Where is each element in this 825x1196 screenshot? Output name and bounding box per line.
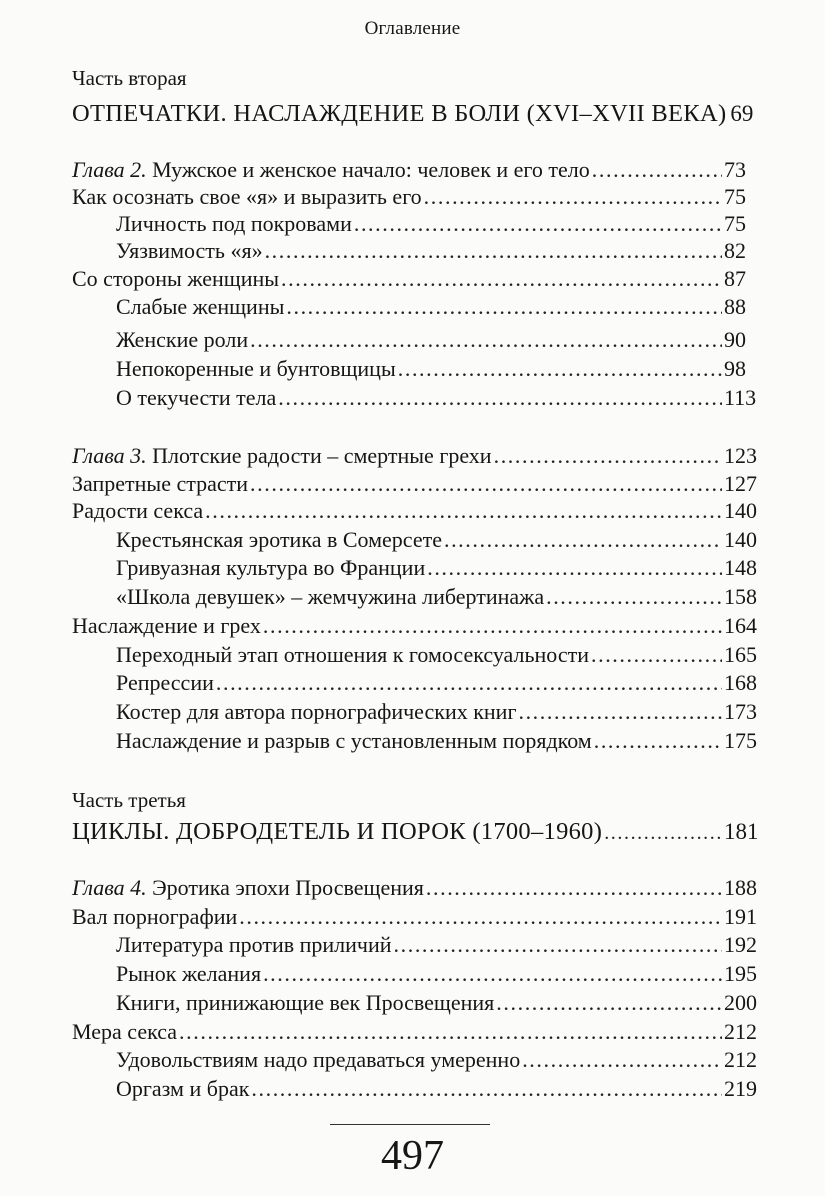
subsection-entry: [116, 961, 757, 991]
subsection-entry: [116, 699, 757, 729]
section-title: Как осознать свое «я» и выразить его: [72, 184, 422, 209]
subsection-entry: [116, 932, 757, 962]
subsection-entry: [116, 385, 757, 415]
leader-dots: [496, 990, 722, 1016]
leader-dots: [518, 699, 722, 725]
leader-dots: [354, 211, 722, 237]
leader-dots: [286, 294, 722, 320]
subsection-entry: [116, 670, 757, 700]
leader-dots: [179, 1019, 722, 1045]
chapter-title: Плотские радости – смертные грехи: [152, 443, 492, 468]
subsection-title: Оргазм и брак: [116, 1076, 250, 1101]
section-title: Радости секса: [72, 498, 204, 523]
page-ref: 90: [724, 327, 746, 352]
subsection-title: Слабые женщины: [116, 294, 285, 319]
subsection-title: Литература против приличий: [116, 932, 392, 957]
page-ref: 73: [724, 157, 746, 182]
subsection-title: Непокоренные и бунтовщицы: [116, 356, 396, 381]
part-entry: [72, 818, 759, 852]
subsection-title: Рынок желания: [116, 961, 262, 986]
page-ref: 191: [724, 904, 757, 929]
subsection-entry: [116, 238, 744, 268]
subsection-title: «Школа девушек» – жемчужина либертинажа: [116, 584, 545, 609]
subsection-title: Гривуазная культура во Франции: [116, 555, 426, 580]
chapter-number: Глава 2.: [72, 157, 147, 182]
subsection-entry: [116, 211, 744, 241]
page-ref: 192: [724, 932, 757, 957]
section-title: Наслаждение и грех: [72, 613, 261, 638]
subsection-entry: [116, 1047, 757, 1077]
chapter-number: Глава 3.: [72, 443, 147, 468]
page-ref: 113: [724, 385, 757, 410]
section-entry: [72, 471, 757, 501]
section-title: Запретные страсти: [72, 471, 249, 496]
running-header: Оглавление: [364, 18, 461, 39]
page-ref: 173: [724, 699, 757, 724]
leader-dots: [546, 584, 722, 610]
part-label: Часть вторая: [72, 66, 187, 90]
page-ref: 69: [730, 101, 754, 126]
chapter-entry: [72, 157, 744, 187]
page-ref: 195: [724, 961, 757, 986]
page-ref: 148: [724, 555, 757, 580]
page-ref: 158: [724, 584, 757, 609]
page-ref: 123: [724, 443, 757, 468]
page-ref: 164: [724, 613, 757, 638]
page-ref: 140: [724, 527, 757, 552]
leader-dots: [427, 555, 722, 581]
part-title: ОТПЕЧАТКИ. НАСЛАЖДЕНИЕ В БОЛИ (XVI–XVII ВЕКА): [72, 100, 727, 127]
leader-dots: [278, 385, 722, 411]
page-ref: 87: [724, 266, 746, 291]
subsection-entry: [116, 584, 757, 614]
section-entry: [72, 904, 757, 934]
section-entry: [72, 498, 757, 528]
subsection-title: Костер для автора порнографических книг: [116, 699, 517, 724]
leader-dots: [250, 327, 722, 353]
leader-dots: [394, 932, 722, 958]
subsection-title: Женские роли: [116, 327, 249, 352]
leader-dots: [424, 184, 722, 210]
leader-dots: [265, 238, 722, 264]
leader-dots: [426, 875, 722, 901]
subsection-entry: [116, 1076, 757, 1106]
leader-dots: [205, 498, 722, 524]
page-ref: 82: [724, 238, 746, 263]
section-title: Вал порнографии: [72, 904, 238, 929]
leader-dots: [263, 613, 722, 639]
leader-dots: [604, 822, 722, 845]
leader-dots: [239, 904, 722, 930]
page-ref: 219: [724, 1076, 757, 1101]
leader-dots: [250, 471, 722, 497]
page-ref: 175: [724, 728, 757, 753]
page-ref: 127: [724, 471, 757, 496]
chapter-title: Эротика эпохи Просвещения: [152, 875, 424, 900]
page-ref: 140: [724, 498, 757, 523]
page-ref: 98: [724, 356, 746, 381]
part-title: ЦИКЛЫ. ДОБРОДЕТЕЛЬ И ПОРОК (1700–1960): [72, 818, 603, 845]
part-label: Часть третья: [72, 788, 186, 812]
leader-dots: [591, 642, 722, 668]
page-ref: 165: [724, 642, 757, 667]
subsection-title: О текучести тела: [116, 385, 277, 410]
page-ref: 212: [724, 1019, 757, 1044]
chapter-title: Мужское и женское начало: человек и его тело: [152, 157, 590, 182]
leader-dots: [216, 670, 722, 696]
subsection-entry: [116, 555, 757, 585]
section-entry: [72, 266, 744, 296]
footer-rule: [330, 1124, 490, 1125]
leader-dots: [251, 1076, 722, 1102]
chapter-entry: [72, 875, 757, 905]
section-title: Мера секса: [72, 1019, 178, 1044]
leader-dots: [281, 266, 722, 292]
page-ref: 181: [724, 819, 759, 844]
subsection-entry: [116, 527, 757, 557]
subsection-title: Личность под покровами: [116, 211, 352, 236]
page-ref: 75: [724, 211, 746, 236]
subsection-entry: [116, 990, 757, 1020]
subsection-entry: [116, 642, 757, 672]
leader-dots: [494, 443, 722, 469]
section-entry: [72, 1019, 757, 1049]
page-ref: 188: [724, 875, 757, 900]
subsection-title: Удовольствиям надо предаваться умеренно: [116, 1047, 521, 1072]
leader-dots: [592, 157, 722, 183]
chapter-number: Глава 4.: [72, 875, 147, 900]
subsection-title: Переходный этап отношения к гомосексуальности: [116, 642, 589, 667]
page-ref: 212: [724, 1047, 757, 1072]
section-title: Со стороны женщины: [72, 266, 280, 291]
page-ref: 88: [724, 294, 746, 319]
part-entry: [72, 100, 754, 134]
section-entry: [72, 184, 744, 214]
subsection-title: Наслаждение и разрыв с установленным порядком: [116, 728, 592, 753]
subsection-title: Книги, принижающие век Просвещения: [116, 990, 495, 1015]
subsection-entry: [116, 327, 744, 357]
subsection-entry: [116, 356, 744, 386]
section-entry: [72, 613, 757, 643]
leader-dots: [444, 527, 722, 553]
subsection-entry: [116, 728, 757, 758]
leader-dots: [263, 961, 722, 987]
leader-dots: [522, 1047, 722, 1073]
page-ref: 168: [724, 670, 757, 695]
page-ref: 200: [724, 990, 757, 1015]
subsection-entry: [116, 294, 744, 324]
page-ref: 75: [724, 184, 746, 209]
leader-dots: [398, 356, 722, 382]
page-number: 497: [381, 1133, 444, 1179]
subsection-title: Уязвимость «я»: [116, 238, 263, 263]
chapter-entry: [72, 443, 757, 473]
subsection-title: Крестьянская эротика в Сомерсете: [116, 527, 442, 552]
leader-dots: [594, 728, 722, 754]
subsection-title: Репрессии: [116, 670, 214, 695]
